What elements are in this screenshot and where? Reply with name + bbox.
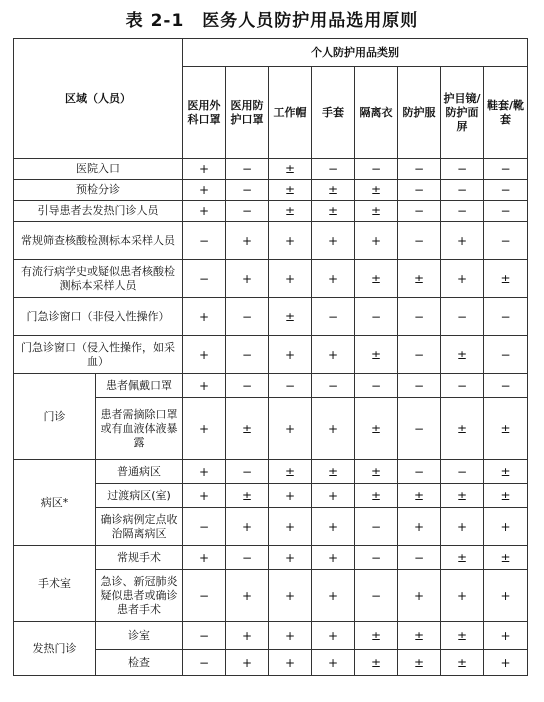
cell-value: − (226, 336, 269, 374)
cell-value: ± (484, 460, 528, 484)
cell-value: ± (269, 159, 312, 180)
cell-value: − (484, 201, 528, 222)
cell-value: + (441, 508, 484, 546)
cell-value: − (355, 159, 398, 180)
cell-value: + (312, 622, 355, 650)
cell-value: + (484, 622, 528, 650)
cell-value: − (226, 460, 269, 484)
cell-value: ± (355, 484, 398, 508)
cell-value: − (312, 298, 355, 336)
cell-value: − (484, 374, 528, 398)
table-row (14, 336, 528, 374)
cell-value: + (484, 570, 528, 622)
cell-value: + (312, 484, 355, 508)
subrow-label: 检查 (96, 650, 183, 676)
cell-value: + (312, 222, 355, 260)
cell-value: ± (312, 180, 355, 201)
cell-value: + (398, 570, 441, 622)
group-label: 发热门诊 (14, 622, 96, 676)
column-header: 隔离衣 (355, 67, 398, 159)
cell-value: ± (355, 180, 398, 201)
cell-value: + (355, 222, 398, 260)
subrow-label: 急诊、新冠肺炎疑似患者或确诊患者手术 (96, 570, 183, 622)
group-label: 手术室 (14, 546, 96, 622)
cell-value: + (183, 460, 226, 484)
cell-value: − (183, 260, 226, 298)
cell-value: ± (269, 298, 312, 336)
cell-value: − (398, 460, 441, 484)
cell-value: + (269, 260, 312, 298)
cell-value: − (441, 180, 484, 201)
cell-value: + (312, 260, 355, 298)
cell-value: + (312, 508, 355, 546)
cell-value: + (183, 159, 226, 180)
cell-value: − (226, 374, 269, 398)
table-row (14, 180, 528, 201)
cell-value: ± (355, 622, 398, 650)
cell-value: + (441, 222, 484, 260)
cell-value: − (226, 546, 269, 570)
subrow-label: 普通病区 (96, 460, 183, 484)
cell-value: − (183, 508, 226, 546)
cell-value: − (355, 546, 398, 570)
subrow-label: 常规手术 (96, 546, 183, 570)
cell-value: ± (441, 546, 484, 570)
cell-value: ± (312, 460, 355, 484)
subrow-label: 诊室 (96, 622, 183, 650)
cell-value: − (398, 159, 441, 180)
cell-value: + (312, 570, 355, 622)
table-row (14, 159, 528, 180)
cell-value: ± (355, 650, 398, 676)
cell-value: ± (484, 398, 528, 460)
cell-value: − (484, 298, 528, 336)
cell-value: ± (441, 398, 484, 460)
cell-value: − (226, 201, 269, 222)
cell-value: − (441, 159, 484, 180)
cell-value: − (484, 222, 528, 260)
cell-value: − (226, 180, 269, 201)
cell-value: ± (398, 484, 441, 508)
cell-value: − (183, 570, 226, 622)
table-row (14, 622, 528, 650)
cell-value: − (269, 374, 312, 398)
cell-value: − (398, 222, 441, 260)
column-header: 护目镜/防护面屏 (441, 67, 484, 159)
cell-value: − (398, 398, 441, 460)
table-row (14, 460, 528, 484)
cell-value: ± (312, 201, 355, 222)
cell-value: − (398, 298, 441, 336)
cell-value: + (183, 546, 226, 570)
cell-value: − (441, 374, 484, 398)
cell-value: ± (355, 460, 398, 484)
cell-value: + (226, 222, 269, 260)
column-header: 医用外科口罩 (183, 67, 226, 159)
cell-value: − (441, 460, 484, 484)
cell-value: ± (226, 484, 269, 508)
cell-value: + (183, 201, 226, 222)
group-label: 病区* (14, 460, 96, 546)
cell-value: + (183, 484, 226, 508)
cell-value: + (226, 622, 269, 650)
cell-value: + (312, 398, 355, 460)
cell-value: ± (484, 546, 528, 570)
cell-value: + (226, 260, 269, 298)
cell-value: + (183, 398, 226, 460)
cell-value: − (226, 298, 269, 336)
cell-value: − (398, 201, 441, 222)
cell-value: ± (398, 260, 441, 298)
column-header: 工作帽 (269, 67, 312, 159)
table-row (14, 374, 528, 398)
cell-value: + (398, 508, 441, 546)
column-header: 手套 (312, 67, 355, 159)
cell-value: + (226, 570, 269, 622)
table-row (14, 546, 528, 570)
cell-value: ± (484, 484, 528, 508)
cell-value: + (226, 650, 269, 676)
cell-value: + (269, 484, 312, 508)
cell-value: + (269, 508, 312, 546)
cell-value: − (441, 201, 484, 222)
row-label: 有流行病学史或疑似患者核酸检测标本采样人员 (14, 260, 183, 298)
subrow-label: 患者佩戴口罩 (96, 374, 183, 398)
cell-value: ± (441, 622, 484, 650)
cell-value: − (484, 159, 528, 180)
cell-value: + (269, 650, 312, 676)
cell-value: ± (226, 398, 269, 460)
cell-value: + (441, 260, 484, 298)
cell-value: + (183, 374, 226, 398)
cell-value: + (226, 508, 269, 546)
cell-value: ± (398, 622, 441, 650)
row-label: 引导患者去发热门诊人员 (14, 201, 183, 222)
table-row (14, 222, 528, 260)
cell-value: + (269, 546, 312, 570)
cell-value: − (398, 336, 441, 374)
cell-value: ± (355, 398, 398, 460)
table-title: 表 2-1 医务人员防护用品选用原则 (125, 11, 419, 31)
table-row (14, 260, 528, 298)
cell-value: − (484, 180, 528, 201)
row-label: 预检分诊 (14, 180, 183, 201)
cell-value: − (355, 570, 398, 622)
region-header: 区域（人员） (14, 39, 183, 159)
cell-value: + (269, 398, 312, 460)
cell-value: − (183, 650, 226, 676)
cell-value: + (269, 222, 312, 260)
cell-value: − (226, 159, 269, 180)
row-label: 门急诊窗口（非侵入性操作） (14, 298, 183, 336)
cell-value: − (312, 374, 355, 398)
row-label: 门急诊窗口（侵入性操作，如采血） (14, 336, 183, 374)
cell-value: ± (355, 201, 398, 222)
cell-value: + (312, 546, 355, 570)
cell-value: − (398, 546, 441, 570)
cell-value: ± (269, 460, 312, 484)
cell-value: − (398, 180, 441, 201)
column-header: 医用防护口罩 (226, 67, 269, 159)
cell-value: + (183, 298, 226, 336)
cell-value: − (183, 622, 226, 650)
cell-value: − (355, 298, 398, 336)
subrow-label: 过渡病区(室) (96, 484, 183, 508)
cell-value: ± (441, 336, 484, 374)
cell-value: + (183, 180, 226, 201)
cell-value: ± (398, 650, 441, 676)
cell-value: ± (441, 650, 484, 676)
subrow-label: 确诊病例定点收治隔离病区 (96, 508, 183, 546)
group-header: 个人防护用品类别 (183, 39, 528, 67)
cell-value: ± (355, 336, 398, 374)
cell-value: − (355, 374, 398, 398)
column-header: 鞋套/靴套 (484, 67, 528, 159)
cell-value: + (269, 336, 312, 374)
table-row (14, 298, 528, 336)
cell-value: + (269, 570, 312, 622)
cell-value: ± (269, 201, 312, 222)
cell-value: ± (355, 260, 398, 298)
group-label: 门诊 (14, 374, 96, 460)
cell-value: + (269, 622, 312, 650)
cell-value: − (355, 508, 398, 546)
cell-value: − (441, 298, 484, 336)
subrow-label: 患者需摘除口罩或有血液体液暴露 (96, 398, 183, 460)
ppe-table (13, 38, 528, 676)
cell-value: + (183, 336, 226, 374)
column-header: 防护服 (398, 67, 441, 159)
cell-value: ± (441, 484, 484, 508)
cell-value: − (183, 222, 226, 260)
cell-value: + (484, 650, 528, 676)
row-label: 常规筛查核酸检测标本采样人员 (14, 222, 183, 260)
cell-value: − (484, 336, 528, 374)
cell-value: − (312, 159, 355, 180)
cell-value: + (312, 336, 355, 374)
table-row (14, 201, 528, 222)
cell-value: + (484, 508, 528, 546)
cell-value: + (312, 650, 355, 676)
cell-value: ± (484, 260, 528, 298)
row-label: 医院入口 (14, 159, 183, 180)
cell-value: ± (269, 180, 312, 201)
cell-value: + (441, 570, 484, 622)
cell-value: − (398, 374, 441, 398)
